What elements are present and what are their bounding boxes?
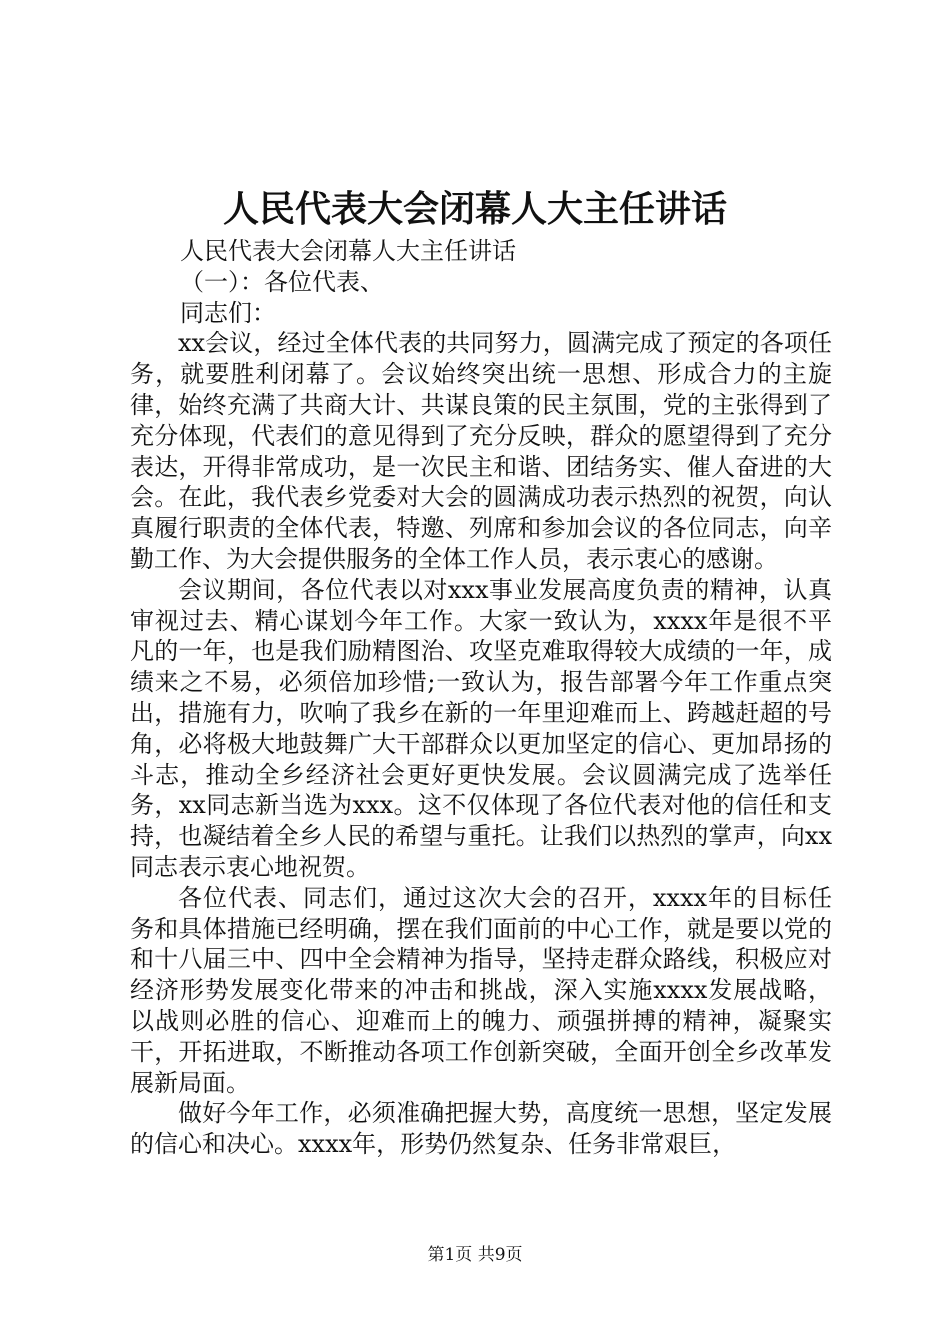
- section-heading: （一）：各位代表、: [180, 267, 384, 296]
- salutation: 同志们：: [180, 298, 276, 327]
- paragraph: 会议期间，各位代表以对xxx事业发展高度负责的精神，认真审视过去、精心谋划今年工作。大家一致认为，xxxx年是很不平凡的一年，也是我们励精图治、攻坚克难取得较大成绩的一年，成绩来之不易，必须倍加珍惜;一致认为，报告部署今年工作重点突出，措施有力，吹响了我乡在新的一年里迎难而上、跨越赶超的号角，必将极大地鼓舞广大干部群众以更加坚定的信心、更加昂扬的斗志，推动全乡经济社会更好更快发展。会议圆满完成了选举任务，xx同志新当选为xxx。这不仅体现了各位代表对他的信任和支持，也凝结着全乡人民的希望与重托。让我们以热烈的掌声，向xx同志表示衷心地祝贺。: [130, 575, 832, 881]
- paragraph: 做好今年工作，必须准确把握大势，高度统一思想，坚定发展的信心和决心。xxxx年，形势仍然复杂、任务非常艰巨，: [130, 1099, 832, 1159]
- paragraph: xx会议，经过全体代表的共同努力，圆满完成了预定的各项任务，就要胜利闭幕了。会议始终突出统一思想、形成合力的主旋律，始终充满了共商大计、共谋良策的民主氛围，党的主张得到了充分体现，代表们的意见得到了充分反映，群众的愿望得到了充分表达，开得非常成功，是一次民主和谐、团结务实、催人奋进的大会。在此，我代表乡党委对大会的圆满成功表示热烈的祝贺，向认真履行职责的全体代表，特邀、列席和参加会议的各位同志，向辛勤工作、为大会提供服务的全体工作人员，表示衷心的感谢。: [130, 329, 832, 573]
- paragraph: 各位代表、同志们，通过这次大会的召开，xxxx年的目标任务和具体措施已经明确，摆在我们面前的中心工作，就是要以党的和十八届三中、四中全会精神为指导，坚持走群众路线，积极应对经济形势发展变化带来的冲击和挑战，深入实施xxxx发展战略，以战则必胜的信心、迎难而上的魄力、顽强拼搏的精神，凝聚实干，开拓进取，不断推动各项工作创新突破，全面开创全乡改革发展新局面。: [130, 883, 832, 1097]
- document-body: [130, 236, 832, 1160]
- document-subtitle: 人民代表大会闭幕人大主任讲话: [180, 237, 516, 265]
- page-footer: 第1页 共9页: [427, 1245, 523, 1265]
- document-title: 人民代表大会闭幕人大主任讲话: [222, 188, 727, 230]
